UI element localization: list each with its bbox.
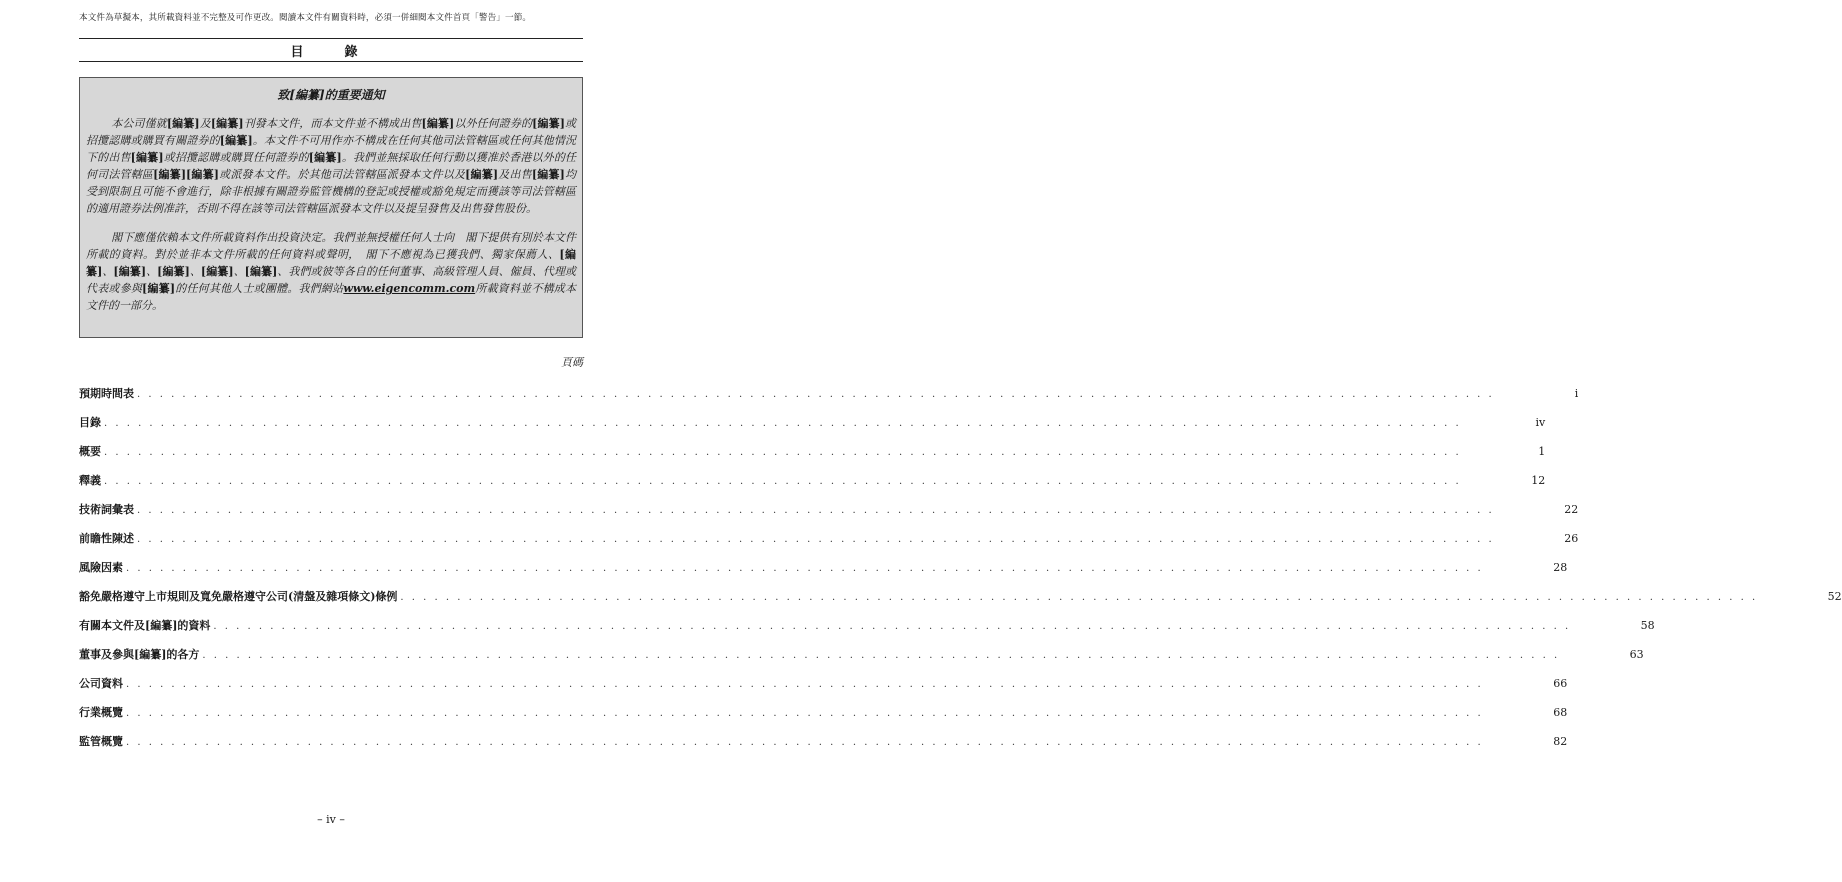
toc-leader-dots: . . . . . . . . . . . . . . . . . . . . . . . . . . . . . . . . . . . . . . . . . . . . . . . . . . . . . . . . . . . . . . . . . . . . . . . . . . . . . . . . . . . . . . . . . . . . . . . . . . . . . . . . . . . . . . . . . . . . . . . . (126, 563, 1484, 574)
redacted-term: [編纂] (200, 265, 234, 278)
toc-entry-label: 豁免嚴格遵守上市規則及寬免嚴格遵守公司(清盤及雜項條文)條例 (79, 590, 398, 603)
toc-entry-page: 68 (1553, 706, 1568, 719)
toc-leader-dots: . . . . . . . . . . . . . . . . . . . . . . . . . . . . . . . . . . . . . . . . . . . . . . . . . . . . . . . . . . . . . . . . . . . . . . . . . . . . . . . . . . . . . . . . . . . . . . . . . . . . . . . . . . . . . . . . . . . . . . . . (126, 737, 1484, 748)
toc-entry[interactable] (79, 675, 1568, 704)
redacted-term: [編纂] (532, 117, 565, 130)
notice-text: 及出售 (498, 168, 532, 181)
toc-entry[interactable] (79, 559, 1568, 588)
redacted-term: [編纂][編纂] (153, 168, 219, 181)
redacted-term: [編纂] (421, 117, 455, 130)
notice-text: 刊發本文件，而本文件並不構成出售 (243, 117, 422, 130)
website-link[interactable]: www.eigencomm.com (343, 282, 476, 295)
toc-entry-label: 前瞻性陳述 (79, 532, 134, 545)
toc-leader-dots: . . . . . . . . . . . . . . . . . . . . . . . . . . . . . . . . . . . . . . . . . . . . . . . . . . . . . . . . . . . . . . . . . . . . . . . . . . . . . . . . . . . . . . . . . . . . . . . . . . . . . . . . . . . . . . . . . . . . . . . . (126, 679, 1484, 690)
toc-leader-dots: . . . . . . . . . . . . . . . . . . . . . . . . . . . . . . . . . . . . . . . . . . . . . . . . . . . . . . . . . . . . . . . . . . . . . . . . . . . . . . . . . . . . . . . . . . . . . . . . . . . . . . . . . . . . . . . . . . . . . . . . (213, 621, 1571, 632)
notice-text: 以外任何證券的 (454, 117, 533, 130)
toc-leader-dots: . . . . . . . . . . . . . . . . . . . . . . . . . . . . . . . . . . . . . . . . . . . . . . . . . . . . . . . . . . . . . . . . . . . . . . . . . . . . . . . . . . . . . . . . . . . . . . . . . . . . . . . . . . . . . . . . . . . . . . . . (400, 592, 1758, 603)
redacted-term: [編纂] (465, 168, 499, 181)
toc-leader-dots: . . . . . . . . . . . . . . . . . . . . . . . . . . . . . . . . . . . . . . . . . . . . . . . . . . . . . . . . . . . . . . . . . . . . . . . . . . . . . . . . . . . . . . . . . . . . . . . . . . . . . . . . . . . . . . . . . . . . . . . . (202, 650, 1560, 661)
toc-list (79, 385, 1842, 762)
toc-leader-dots: . . . . . . . . . . . . . . . . . . . . . . . . . . . . . . . . . . . . . . . . . . . . . . . . . . . . . . . . . . . . . . . . . . . . . . . . . . . . . . . . . . . . . . . . . . . . . . . . . . . . . . . . . . . . . . . . . . . . . . . . (104, 476, 1462, 487)
notice-text: 的任何其他人士或團體。我們網站 (175, 282, 344, 295)
header-warning: 本文件為草擬本，其所載資料並不完整及可作更改。閱讀本文件有關資料時，必須一併細閱本文件首頁「警告」一節。 (79, 13, 532, 23)
toc-leader-dots: . . . . . . . . . . . . . . . . . . . . . . . . . . . . . . . . . . . . . . . . . . . . . . . . . . . . . . . . . . . . . . . . . . . . . . . . . . . . . . . . . . . . . . . . . . . . . . . . . . . . . . . . . . . . . . . . . . . . . . . . (137, 534, 1495, 545)
redacted-term: [編纂] (531, 168, 565, 181)
toc-entry[interactable] (79, 704, 1568, 733)
toc-entry-page: iv (1535, 416, 1546, 429)
redacted-term: [編纂] (86, 248, 576, 278)
notice-text: 。本文件不可用作亦不構成在任何其他司法管轄區或任何其他情況下的出售 (86, 134, 576, 164)
toc-entry[interactable] (79, 530, 1579, 559)
redacted-term: [編纂] (219, 134, 253, 147)
toc-entry-label: 預期時間表 (79, 387, 134, 400)
notice-title: 致[編纂]的重要通知 (277, 88, 385, 102)
toc-entry-label: 公司資料 (79, 677, 123, 690)
toc-entry[interactable] (79, 472, 1546, 501)
notice-text: 或招攬認購或購買有關證券的 (86, 117, 577, 147)
toc-entry-label: 有關本文件及[編纂]的資料 (79, 619, 211, 632)
toc-entry-page: i (1574, 387, 1579, 400)
notice-paragraph-1 (86, 115, 576, 217)
toc-entry-label: 風險因素 (79, 561, 123, 574)
redacted-term: [編纂] (142, 282, 176, 295)
toc-entry-label: 概要 (79, 445, 101, 458)
toc-entry-label: 董事及參與[編纂]的各方 (79, 648, 200, 661)
toc-entry[interactable] (79, 443, 1546, 472)
toc-entry-label: 釋義 (79, 474, 101, 487)
toc-entry-page: 58 (1640, 619, 1655, 632)
notice-text: 、 (146, 265, 158, 278)
toc-leader-dots: . . . . . . . . . . . . . . . . . . . . . . . . . . . . . . . . . . . . . . . . . . . . . . . . . . . . . . . . . . . . . . . . . . . . . . . . . . . . . . . . . . . . . . . . . . . . . . . . . . . . . . . . . . . . . . . . . . . . . . . . (104, 418, 1462, 429)
toc-entry-page: 66 (1553, 677, 1568, 690)
important-notice-box (79, 77, 583, 338)
toc-entry[interactable] (79, 646, 1644, 675)
toc-entry[interactable] (79, 588, 1842, 617)
toc-entry-label: 目錄 (79, 416, 101, 429)
toc-entry-page: 1 (1538, 445, 1546, 458)
redacted-term: [編纂] (210, 117, 244, 130)
redacted-term: [編纂] (308, 151, 342, 164)
notice-text: 及 (199, 117, 211, 130)
notice-text: 閣下應僅依賴本文件所載資料作出投資決定。我們並無授權任何人士向 閣下提供有別於本文件所載的資料。對於並非本文件所載的任何資料或聲明， 閣下不應視為已獲我們、獨家保薦人、 (86, 231, 576, 261)
redacted-term: [編纂] (130, 151, 164, 164)
notice-text: 所載資料並不構成本文件的一部分。 (86, 282, 577, 312)
footer-page-number: – iv – (317, 813, 345, 826)
toc-entry[interactable] (79, 501, 1579, 530)
notice-paragraph-2 (86, 229, 576, 314)
redacted-term: [編纂] (244, 265, 278, 278)
notice-text: 或派發本文件。於其他司法管轄區派發本文件以及 (219, 168, 466, 181)
top-rule (79, 38, 583, 39)
toc-entry-page: 22 (1564, 503, 1579, 516)
toc-entry-page: 26 (1564, 532, 1579, 545)
notice-text: 本公司僅就 (111, 117, 167, 130)
redacted-term: [編纂] (113, 265, 147, 278)
toc-entry[interactable] (79, 414, 1546, 443)
toc-leader-dots: . . . . . . . . . . . . . . . . . . . . . . . . . . . . . . . . . . . . . . . . . . . . . . . . . . . . . . . . . . . . . . . . . . . . . . . . . . . . . . . . . . . . . . . . . . . . . . . . . . . . . . . . . . . . . . . . . . . . . . . . (137, 505, 1495, 516)
notice-text: 、 (102, 265, 114, 278)
toc-entry[interactable] (79, 385, 1579, 414)
toc-entry-page: 28 (1553, 561, 1568, 574)
notice-text: 、 (189, 265, 201, 278)
page-title: 目 錄 (290, 45, 372, 60)
notice-text: 均受到限制且可能不會進行，除非根據有關證券監管機構的登記或授權或豁免規定而獲該等司法管轄區的適用證券法例准許，否則不得在該等司法管轄區派發本文件以及提呈發售及出售發售股份。 (86, 168, 576, 215)
toc-entry-page: 12 (1531, 474, 1546, 487)
toc-entry[interactable] (79, 733, 1568, 762)
toc-entry[interactable] (79, 617, 1655, 646)
notice-text: 或招攬認購或購買任何證券的 (163, 151, 309, 164)
toc-entry-page: 52 (1827, 590, 1842, 603)
redacted-term: [編纂] (157, 265, 190, 278)
toc-entry-label: 行業概覽 (79, 706, 123, 719)
toc-leader-dots: . . . . . . . . . . . . . . . . . . . . . . . . . . . . . . . . . . . . . . . . . . . . . . . . . . . . . . . . . . . . . . . . . . . . . . . . . . . . . . . . . . . . . . . . . . . . . . . . . . . . . . . . . . . . . . . . . . . . . . . . (126, 708, 1484, 719)
notice-text: 。我們並無採取任何行動以獲准於香港以外的任何司法管轄區 (86, 151, 576, 181)
toc-entry-page: 82 (1553, 735, 1568, 748)
toc-leader-dots: . . . . . . . . . . . . . . . . . . . . . . . . . . . . . . . . . . . . . . . . . . . . . . . . . . . . . . . . . . . . . . . . . . . . . . . . . . . . . . . . . . . . . . . . . . . . . . . . . . . . . . . . . . . . . . . . . . . . . . . . (137, 389, 1495, 400)
notice-text: 、 (233, 265, 245, 278)
toc-leader-dots: . . . . . . . . . . . . . . . . . . . . . . . . . . . . . . . . . . . . . . . . . . . . . . . . . . . . . . . . . . . . . . . . . . . . . . . . . . . . . . . . . . . . . . . . . . . . . . . . . . . . . . . . . . . . . . . . . . . . . . . . (104, 447, 1462, 458)
redacted-term: [編纂] (166, 117, 200, 130)
toc-entry-page: 63 (1629, 648, 1644, 661)
title-rule (79, 61, 583, 62)
toc-entry-label: 技術詞彙表 (79, 503, 134, 516)
notice-text: 、我們或彼等各自的任何董事、高級管理人員、僱員、代理或代表或參與 (86, 265, 577, 295)
toc-entry-label: 監管概覽 (79, 735, 123, 748)
page-column-label: 頁碼 (561, 356, 583, 369)
